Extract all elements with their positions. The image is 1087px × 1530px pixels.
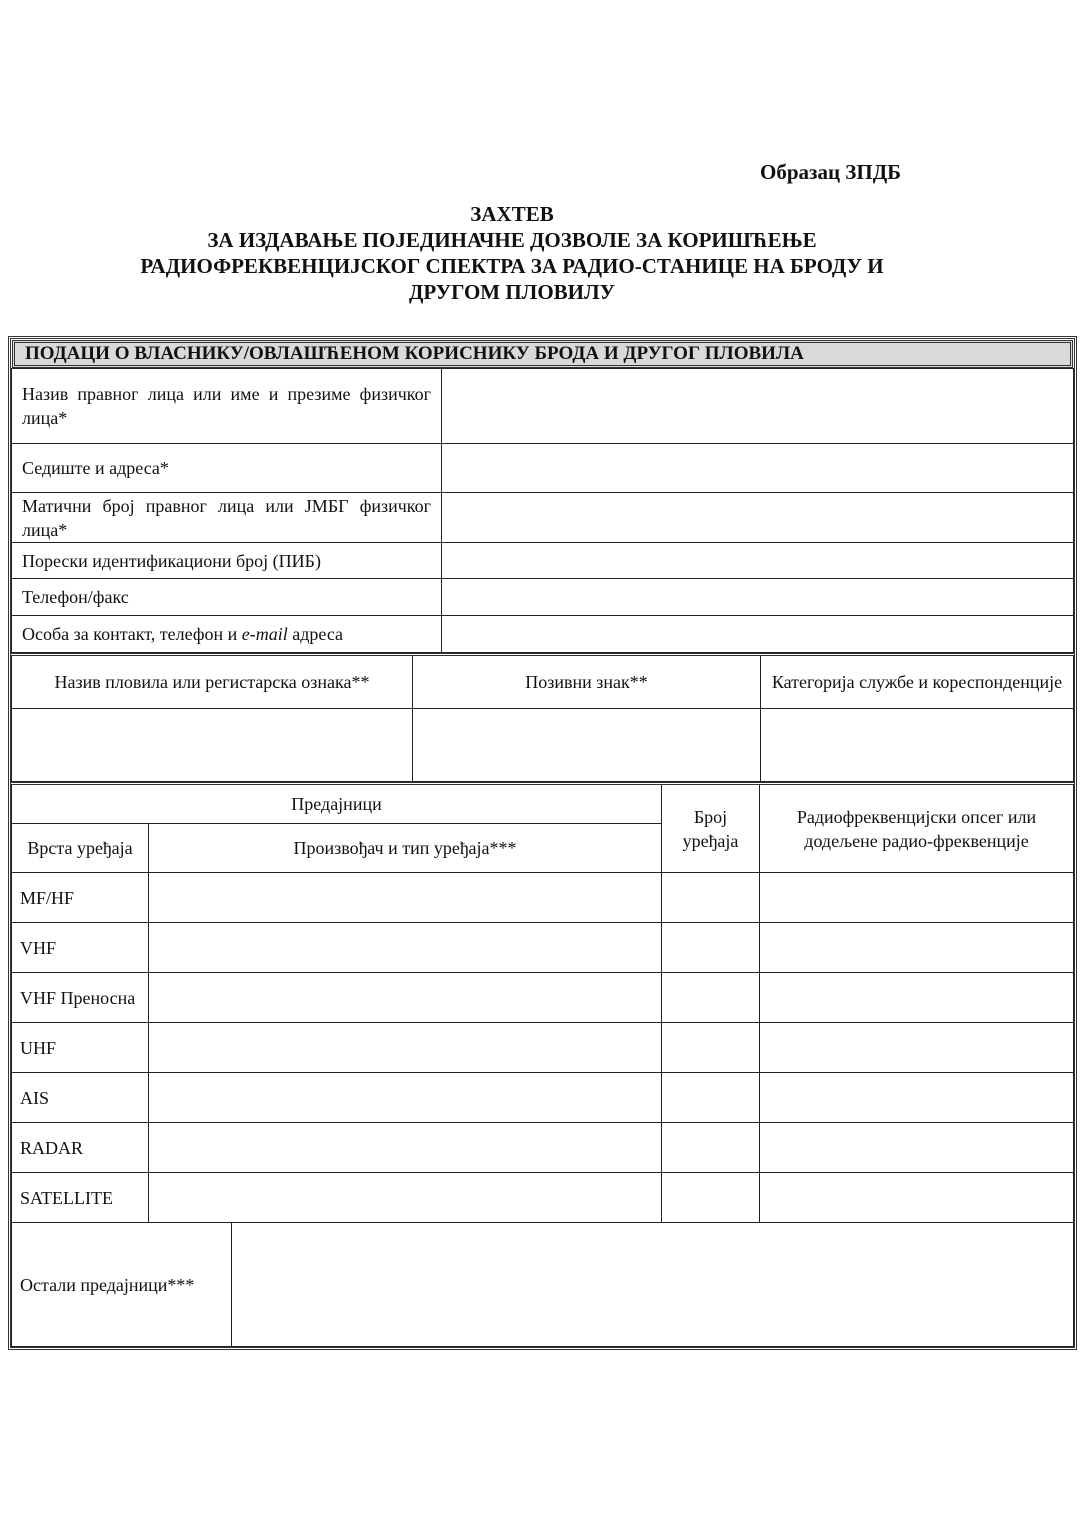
device-type-label: UHF — [12, 1023, 149, 1073]
manufacturer-input[interactable] — [149, 973, 662, 1023]
device-type-label: MF/HF — [12, 873, 149, 923]
field-input-phone-fax[interactable] — [442, 579, 1074, 616]
table-row — [12, 444, 1074, 493]
frequency-input[interactable] — [760, 873, 1074, 923]
application-form — [8, 336, 1077, 1350]
table-row — [12, 923, 1074, 973]
column-header-vessel-name: Назив пловила или регистарска ознака** — [12, 655, 413, 709]
device-type-label: AIS — [12, 1073, 149, 1123]
column-header-manufacturer: Произвођач и тип уређаја*** — [149, 824, 662, 873]
table-row — [12, 873, 1074, 923]
device-type-label: VHF Преносна — [12, 973, 149, 1023]
manufacturer-input[interactable] — [149, 1123, 662, 1173]
table-row — [12, 1023, 1074, 1073]
device-type-label: VHF — [12, 923, 149, 973]
title-line-4: ДРУГОМ ПЛОВИЛУ — [408, 280, 616, 304]
field-label-name: Назив правног лица или име и презиме физичког лица* — [12, 369, 442, 444]
manufacturer-input[interactable] — [149, 873, 662, 923]
device-type-label: SATELLITE — [12, 1173, 149, 1223]
manufacturer-input[interactable] — [149, 923, 662, 973]
device-count-input[interactable] — [662, 1123, 760, 1173]
table-row — [12, 709, 1074, 782]
column-header-call-sign: Позивни знак** — [413, 655, 761, 709]
manufacturer-input[interactable] — [149, 1023, 662, 1073]
table-row — [12, 543, 1074, 579]
service-category-input[interactable] — [761, 709, 1074, 782]
field-label-phone-fax: Телефон/факс — [12, 579, 442, 616]
table-row — [12, 1173, 1074, 1223]
frequency-input[interactable] — [760, 973, 1074, 1023]
table-row — [12, 1123, 1074, 1173]
title-line-3: РАДИОФРЕКВЕНЦИЈСКОГ СПЕКТРА ЗА РАДИО-СТАНИЦЕ НА БРОДУ И — [140, 254, 884, 278]
vessel-name-input[interactable] — [12, 709, 413, 782]
field-label-tax-id: Порески идентификациони број (ПИБ) — [12, 543, 442, 579]
field-input-tax-id[interactable] — [442, 543, 1074, 579]
field-input-registration-number[interactable] — [442, 493, 1074, 543]
device-count-input[interactable] — [662, 1023, 760, 1073]
other-transmitters-input[interactable] — [232, 1223, 1074, 1347]
field-input-address[interactable] — [442, 444, 1074, 493]
form-code: Образац ЗПДБ — [760, 160, 902, 184]
frequency-input[interactable] — [760, 1023, 1074, 1073]
frequency-input[interactable] — [760, 1073, 1074, 1123]
table-header-row — [12, 655, 1074, 709]
field-label-address: Седиште и адреса* — [12, 444, 442, 493]
manufacturer-input[interactable] — [149, 1073, 662, 1123]
field-label-contact — [12, 616, 442, 653]
owner-table — [11, 368, 1074, 653]
column-header-service-category: Категорија службе и кореспонденције — [761, 655, 1074, 709]
device-count-input[interactable] — [662, 923, 760, 973]
table-row — [12, 1073, 1074, 1123]
device-count-input[interactable] — [662, 873, 760, 923]
frequency-input[interactable] — [760, 1173, 1074, 1223]
table-row — [12, 616, 1074, 653]
table-row — [12, 973, 1074, 1023]
document-title — [40, 201, 984, 305]
table-row-other-transmitters — [12, 1223, 1074, 1347]
contact-label-email: e-mail — [241, 624, 288, 644]
field-input-name[interactable] — [442, 369, 1074, 444]
table-header-row — [12, 784, 1074, 824]
other-transmitters-label: Остали предајници*** — [12, 1223, 232, 1347]
table-row — [12, 369, 1074, 444]
contact-label-prefix: Особа за контакт, телефон и — [22, 624, 242, 644]
frequency-input[interactable] — [760, 1123, 1074, 1173]
device-count-input[interactable] — [662, 1173, 760, 1223]
contact-label-suffix: адреса — [287, 624, 344, 644]
column-header-transmitters: Предајници — [12, 784, 662, 824]
device-type-label: RADAR — [12, 1123, 149, 1173]
frequency-input[interactable] — [760, 923, 1074, 973]
call-sign-input[interactable] — [413, 709, 761, 782]
title-line-2: ЗА ИЗДАВАЊЕ ПОЈЕДИНАЧНЕ ДОЗВОЛЕ ЗА КОРИШЋЕЊЕ — [207, 228, 817, 252]
device-count-input[interactable] — [662, 1073, 760, 1123]
device-count-input[interactable] — [662, 973, 760, 1023]
owner-section-header: ПОДАЦИ О ВЛАСНИКУ/ОВЛАШЋЕНОМ КОРИСНИКУ БРОДА И ДРУГОГ ПЛОВИЛА — [12, 340, 1073, 368]
table-row — [12, 579, 1074, 616]
column-header-device-type: Врста уређаја — [12, 824, 149, 873]
transmitters-table — [11, 782, 1074, 1347]
field-label-registration-number: Матични број правног лица или ЈМБГ физичког лица* — [12, 493, 442, 543]
column-header-device-count: Број уређаја — [662, 784, 760, 873]
field-input-contact[interactable] — [442, 616, 1074, 653]
vessel-table — [11, 653, 1074, 782]
title-line-1: ЗАХТЕВ — [470, 202, 554, 226]
manufacturer-input[interactable] — [149, 1173, 662, 1223]
table-row — [12, 493, 1074, 543]
column-header-frequency: Радиофреквенцијски опсег или додељене радио-фреквенције — [760, 784, 1074, 873]
